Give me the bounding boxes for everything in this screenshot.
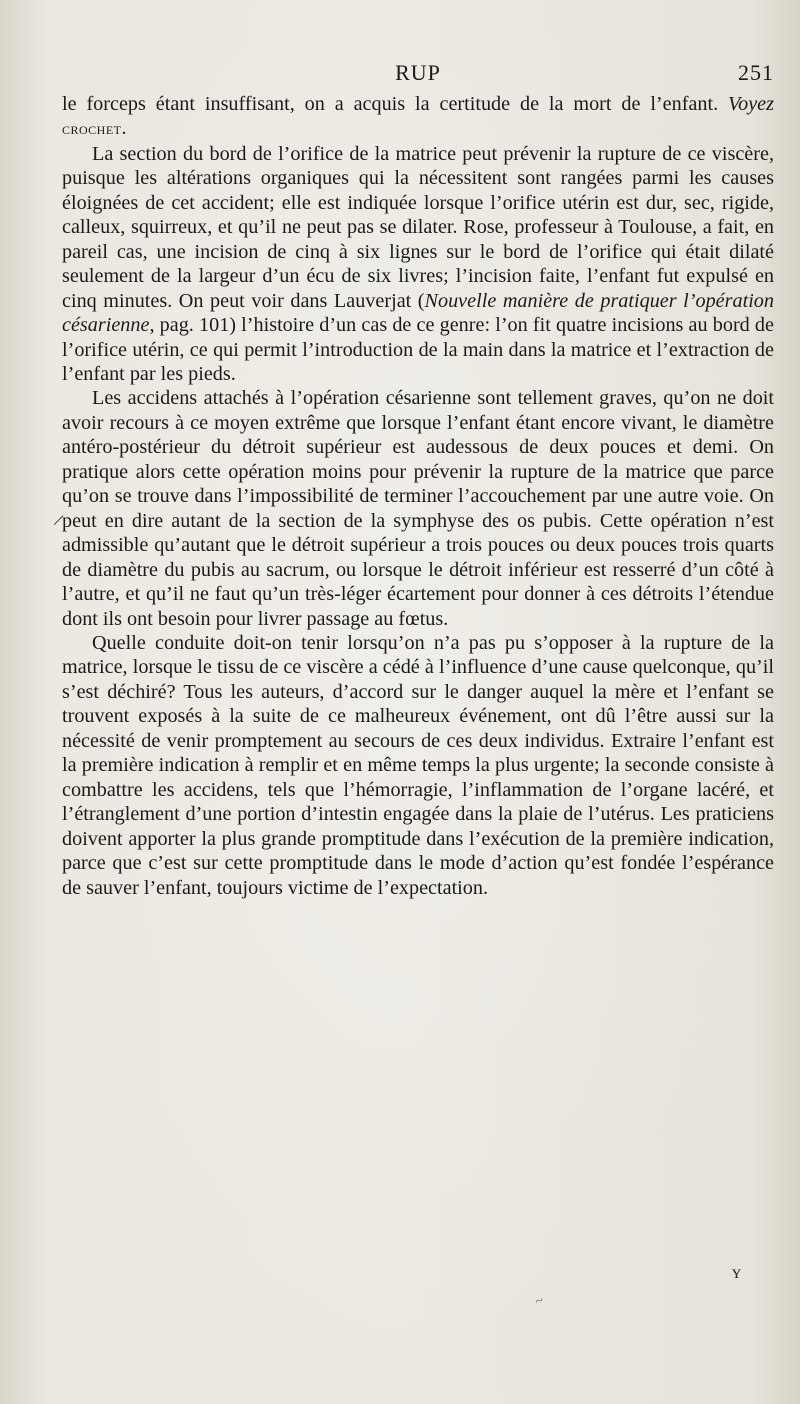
stray-ink-mark: ʏ — [732, 1262, 741, 1282]
italic-text: Voyez — [728, 93, 774, 115]
text-run: le forceps étant insuffisant, on a acquis la certitude de la mort de l’enfant. — [62, 93, 729, 115]
paragraph-cesarean-accidents — [62, 386, 774, 631]
text-run: La section du bord de l’orifice de la matrice peut prévenir la rupture de ce viscère, puisque les altérations organiques qui la nécessitent sont rangées parmi les causes éloignées de cet accident; elle est indiquée lorsque l’orifice utérin est dur, sec, rigide, calleux, squirreux, et qu’il ne peut pas se dilater. Rose, professeur à Toulouse, a fait, en pareil cas, une incision de cinq à six lignes sur le bord de l’orifice qui était dilaté seulement de la largeur d’un écu de six livres; l’incision faite, l’enfant fut expulsé en cinq minutes. On peut voir dans Lauverjat ( — [62, 142, 774, 312]
paragraph-conduct-after-rupture — [62, 631, 774, 900]
text-run: , pag. 101) l’histoire d’un cas de ce genre: l’on fit quatre incisions au bord de l’orifice utérin, ce qui permit l’introduction de la main dans la matrice et l’extraction de l’enfant par les pieds. — [62, 314, 774, 385]
page-header — [62, 60, 774, 90]
small-caps-reference: crochet — [62, 119, 122, 139]
text-run: . — [121, 117, 127, 140]
paragraph-section-orifice — [62, 142, 774, 387]
italic-text: Nouvelle manière de pratiquer l’opération césarienne — [62, 289, 774, 337]
page-number: 251 — [738, 60, 774, 85]
text-run: Quelle conduite doit-on tenir lorsqu’on n’a pas pu s’opposer à la rupture de la matrice, lorsque le tissu de ce viscère a cédé à l’influence d’une cause quelconque, qu’il s’est déchiré? Tous les auteurs, d’accord sur le danger auquel la mère et l’enfant se trouvent exposés à la suite de ce malheureux événement, ont dû l’être aussi sur la nécessité de venir promptement au secours de ces deux individus. Extraire l’enfant est la première indication à remplir et en même temps la plus urgente; la seconde consiste à combattre les accidens, tels que l’hémorragie, l’inflammation de l’organe lacéré, et l’étranglement d’une portion d’intestin engagée dans la plaie de l’utérus. Les praticiens doivent apporter la plus grande promptitude dans l’exécution de la première indication, parce que c’est sur cette promptitude dans le mode d’action qu’est fondée l’espérance de sauver l’enfant, toujours victime de l’expectation. — [62, 631, 774, 899]
paragraph-continuation — [62, 92, 774, 142]
stray-pencil-mark: ~ — [533, 1293, 546, 1310]
margin-pencil-mark: / — [52, 509, 66, 531]
body-text — [62, 92, 774, 900]
text-run: Les accidens attachés à l’opération césarienne sont tellement graves, qu’on ne doit avoir recours à ce moyen extrême que lorsque l’enfant étant encore vivant, le diamètre antéro-postérieur du détroit supérieur est audessous de deux pouces et demi. On pratique alors cette opération moins pour prévenir la rupture de la matrice que parce qu’on se trouve dans l’impossibilité de terminer l’accouchement par une autre voie. On peut en dire autant de la section de la symphyse des os pubis. Cette opération n’est admissible qu’autant que le détroit supérieur a trois pouces ou deux pouces trois quarts de diamètre du pubis au sacrum, ou lorsque le détroit inférieur est resserré d’un côté à l’autre, et qu’il ne faut qu’un très-léger écartement pour donner à ces détroits l’étendue dont ils ont besoin pour livrer passage au fœtus. — [62, 387, 774, 630]
running-title: RUP — [395, 60, 441, 85]
